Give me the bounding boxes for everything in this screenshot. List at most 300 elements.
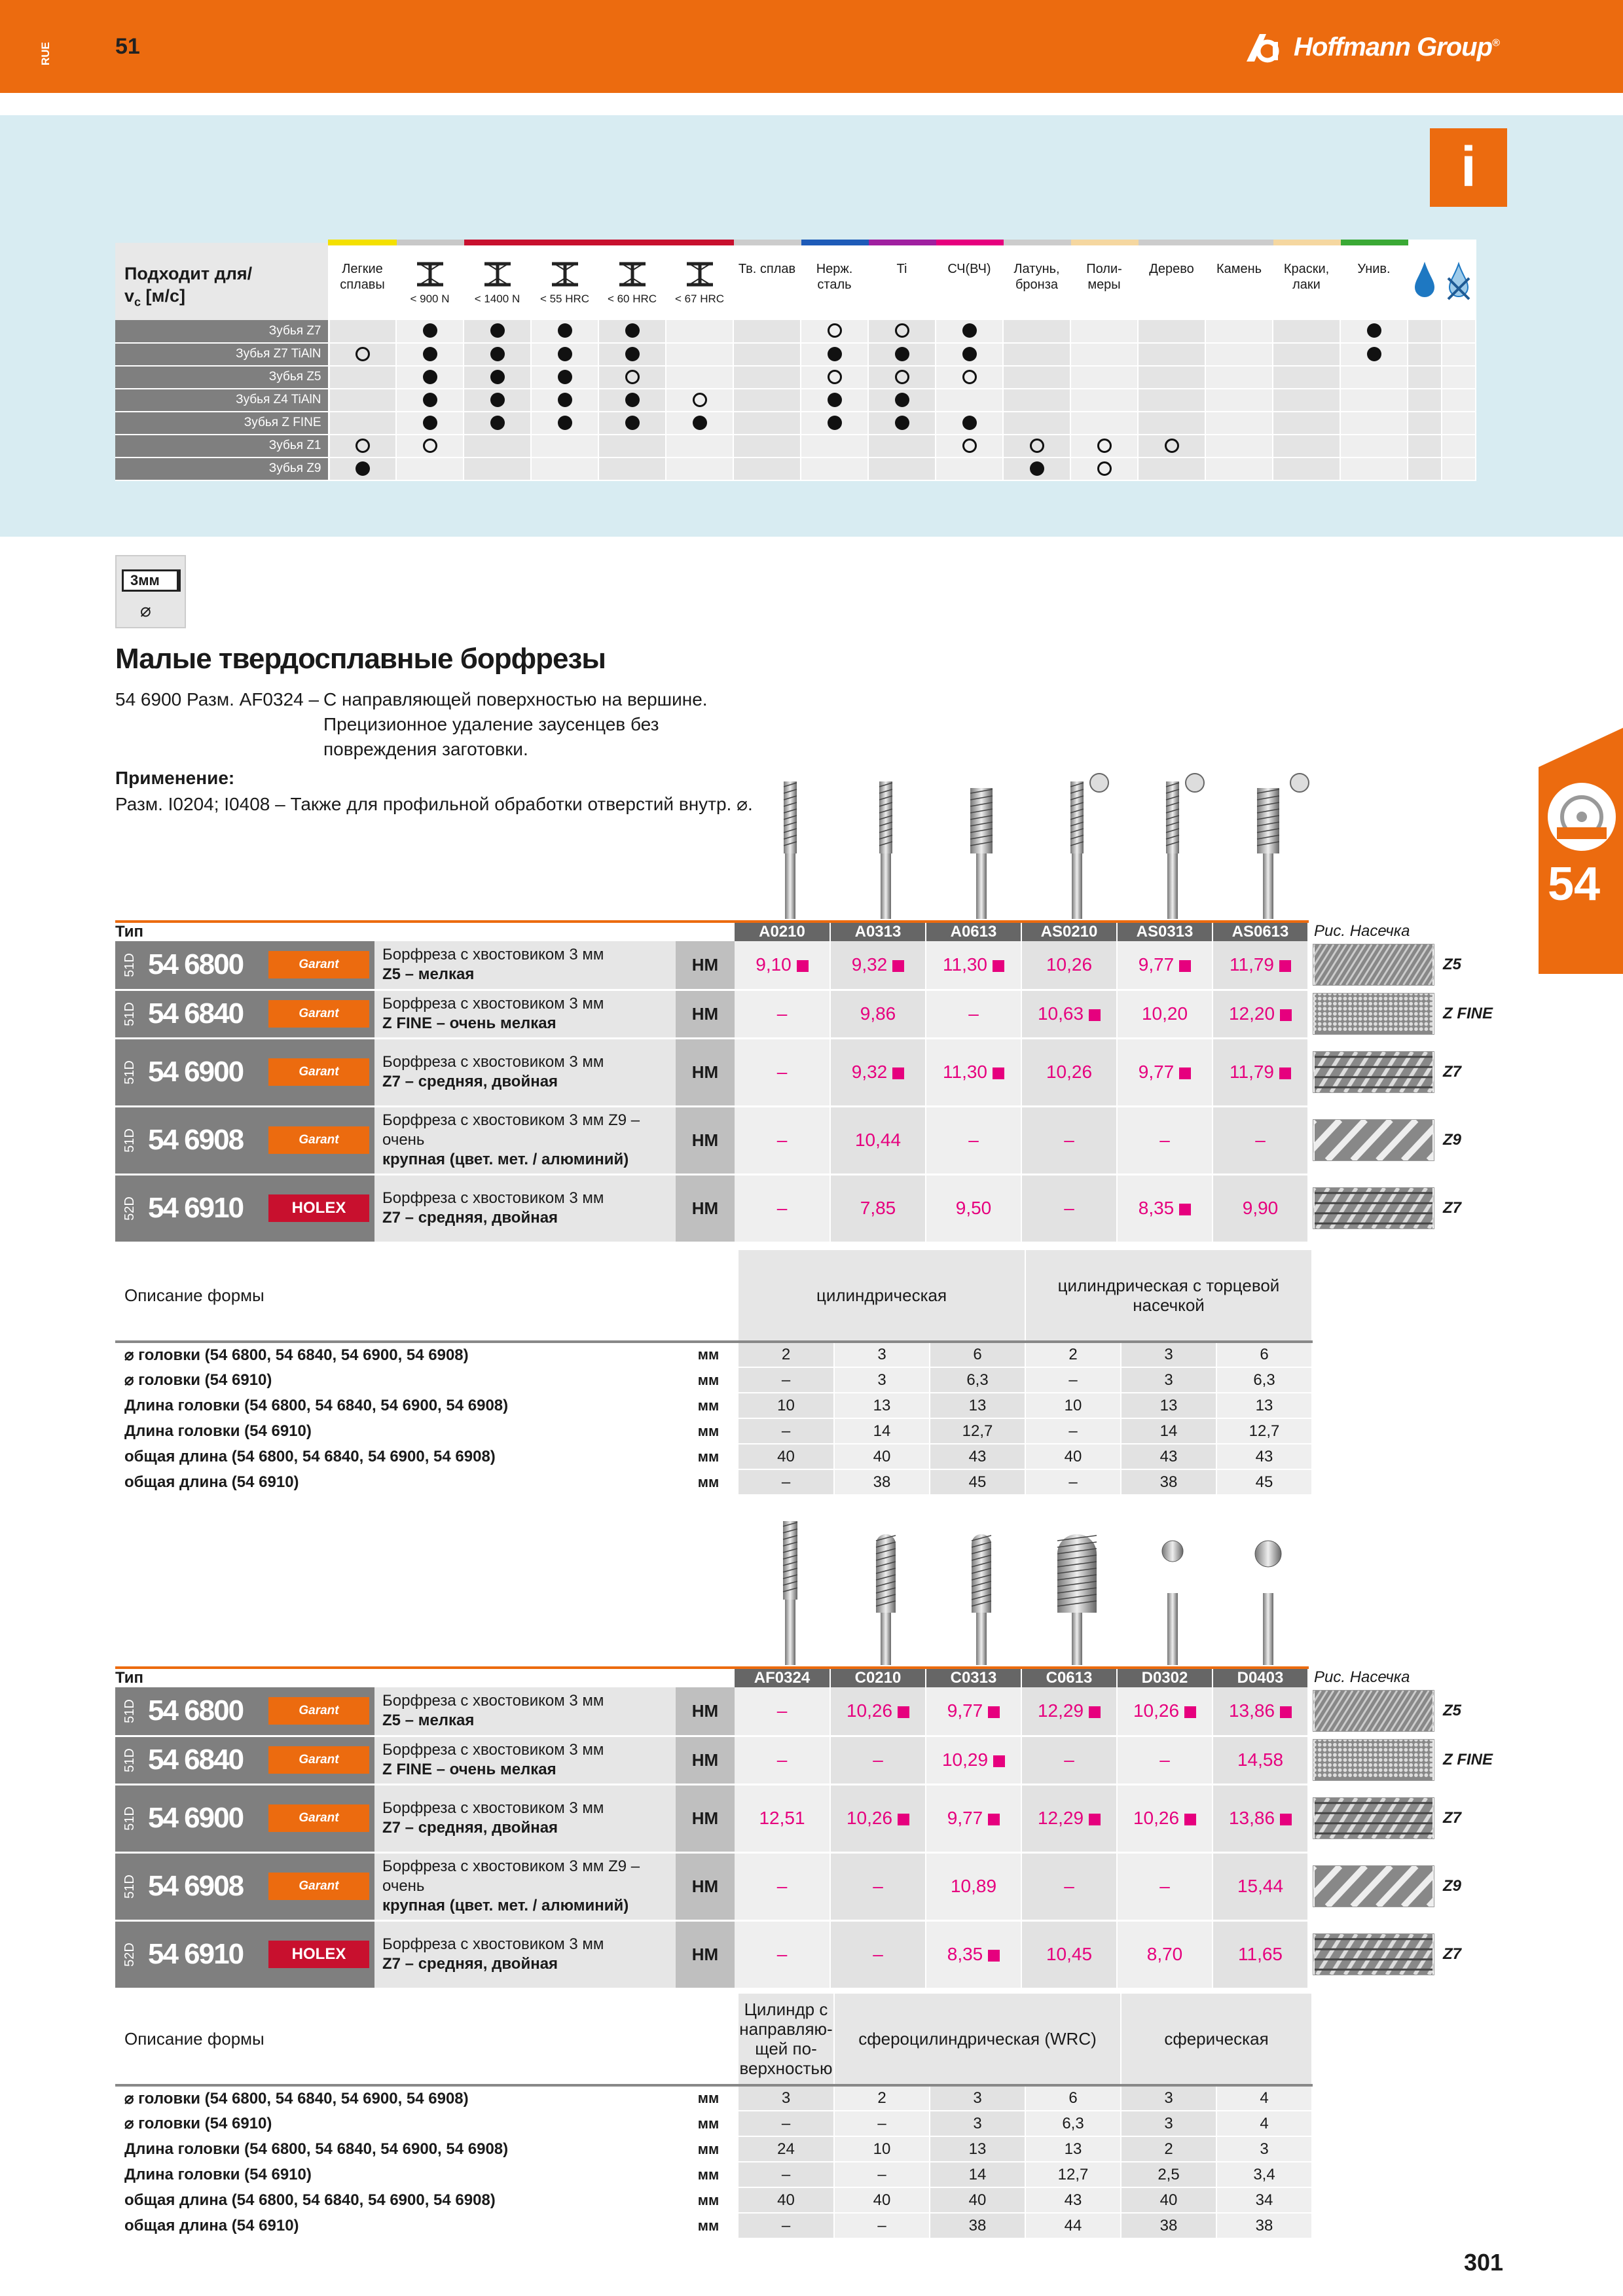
price-cell[interactable] (926, 1736, 1021, 1784)
suitability-cell (598, 366, 666, 389)
spec-value: 13 (834, 1393, 930, 1418)
price-cell[interactable] (1117, 1920, 1213, 1988)
stock-indicator-icon (1089, 1814, 1101, 1825)
price-cell[interactable] (1117, 1038, 1213, 1106)
suitability-cell (936, 435, 1003, 457)
suitability-cell (464, 366, 531, 389)
product-row[interactable] (115, 1852, 1494, 1920)
suitability-cell (868, 457, 936, 480)
price-value: – (1255, 1130, 1266, 1150)
tooth-type-label: Зубья Z4 TiAlN (115, 389, 329, 412)
tooth-row (115, 412, 1476, 435)
spec-value: 2 (834, 2085, 930, 2111)
spec-row (115, 1418, 1312, 1444)
stock-indicator-icon (1179, 1067, 1191, 1079)
brand-logo-cell (263, 990, 374, 1038)
price-cell[interactable] (1021, 1852, 1117, 1920)
price-cell[interactable] (1213, 1736, 1308, 1784)
description-line: Z7 – средняя, двойная (382, 1209, 558, 1227)
price-value: 10,26 (1046, 1062, 1093, 1082)
info-icon: i (1430, 128, 1507, 207)
suitability-cell (1408, 457, 1442, 480)
price-cell[interactable] (1213, 1687, 1308, 1736)
spec-value: 45 (930, 1469, 1025, 1495)
spec-row (115, 2187, 1312, 2213)
section-code (115, 1038, 144, 1106)
price-cell[interactable] (1213, 1174, 1308, 1242)
price-value: 9,77 (1138, 954, 1175, 975)
spec-value: 3 (739, 2085, 834, 2111)
suitable-full-icon (423, 323, 437, 338)
price-cell[interactable] (926, 990, 1021, 1038)
price-cell[interactable] (1021, 1038, 1117, 1106)
price-cell[interactable] (926, 941, 1021, 990)
spec-value: 43 (1121, 1444, 1216, 1469)
diameter-tag (115, 555, 186, 628)
tooth-texture-image (1313, 1933, 1434, 1975)
burr-tool-image (1222, 1515, 1317, 1665)
suitability-cell (733, 389, 801, 412)
price-value: 8,35 (947, 1944, 983, 1964)
price-cell[interactable] (735, 1174, 830, 1242)
suitability-cell (1070, 412, 1138, 435)
price-cell[interactable] (735, 1852, 830, 1920)
price-value: – (776, 1198, 788, 1218)
spec-value: 12,7 (1025, 2162, 1121, 2187)
suitability-cell (1003, 320, 1070, 343)
steel-beam-icon (413, 261, 447, 287)
texture-image-cell (1308, 1106, 1439, 1174)
product-row[interactable] (115, 1038, 1494, 1106)
description-line: Борфреза с хвостовиком 3 мм (382, 1692, 604, 1710)
product-row[interactable] (115, 1784, 1494, 1852)
suitability-cell (733, 320, 801, 343)
price-cell[interactable] (1021, 1106, 1117, 1174)
material-column-header (1408, 243, 1442, 320)
price-cell[interactable] (926, 1687, 1021, 1736)
product-number[interactable]: 54 6910 (144, 1174, 263, 1242)
price-cell[interactable] (926, 1174, 1021, 1242)
price-cell[interactable] (830, 1920, 926, 1988)
section-code (115, 1174, 144, 1242)
spec-value: 6 (1025, 2085, 1121, 2111)
product-description (374, 941, 676, 990)
size-code-header: C0210 (830, 1668, 926, 1687)
stock-indicator-icon (1089, 1706, 1101, 1718)
product-row[interactable] (115, 1736, 1494, 1784)
texture-header: Рис. Насечка (1314, 1668, 1410, 1686)
price-value: 14,58 (1237, 1749, 1284, 1770)
spec-value: 40 (1025, 1444, 1121, 1469)
steel-beam-icon (615, 261, 649, 287)
price-cell[interactable] (735, 1038, 830, 1106)
stock-indicator-icon (1279, 1067, 1291, 1079)
spec-value: 40 (739, 2187, 834, 2213)
suitability-cell (666, 412, 733, 435)
price-cell[interactable] (1021, 941, 1117, 990)
suitability-cell (868, 366, 936, 389)
price-cell[interactable] (1021, 1736, 1117, 1784)
section-code-text: 51D (122, 1874, 137, 1899)
brand-logo-cell (263, 1852, 374, 1920)
spec-value: 24 (739, 2136, 834, 2162)
price-cell[interactable] (830, 990, 926, 1038)
spec-row (115, 1342, 1312, 1367)
tooth-texture-image (1313, 944, 1434, 986)
material-code: HM (676, 990, 735, 1038)
size-code-header: AS0210 (1021, 922, 1117, 941)
price-cell[interactable] (1213, 1784, 1308, 1852)
price-value: 10,26 (846, 1808, 893, 1828)
description-line: крупная (цвет. мет. / алюминий) (382, 1897, 629, 1914)
texture-image-cell (1308, 1784, 1439, 1852)
suitability-cell (733, 412, 801, 435)
price-value: 9,32 (851, 954, 888, 975)
tool-images-1 (744, 768, 1320, 919)
product-number[interactable]: 54 6908 (144, 1106, 263, 1174)
spec-value: – (739, 2162, 834, 2187)
suitability-cell (464, 389, 531, 412)
price-cell[interactable] (735, 1784, 830, 1852)
size-code-header: AS0313 (1117, 922, 1213, 941)
product-description (374, 1784, 676, 1852)
suitability-cell (464, 320, 531, 343)
spec-value: 13 (1025, 2136, 1121, 2162)
suitability-cell (1340, 457, 1408, 480)
suitable-full-icon (423, 416, 437, 430)
suitability-cell (1070, 389, 1138, 412)
stock-indicator-icon (993, 1067, 1004, 1079)
price-cell[interactable] (1117, 1784, 1213, 1852)
material-limit: < 67 HRC (674, 293, 725, 305)
material-label: СЧ(ВЧ) (947, 262, 991, 276)
price-cell[interactable] (1117, 1852, 1213, 1920)
texture-image-cell (1308, 1038, 1439, 1106)
product-number[interactable]: 54 6800 (144, 1687, 263, 1736)
spec-value: 3 (1216, 2136, 1312, 2162)
garant-logo: Garant (268, 1000, 369, 1028)
material-label: Легкие сплавы (340, 262, 385, 292)
suitability-cell (936, 343, 1003, 366)
description-line: Борфреза с хвостовиком 3 мм Z9 – очень (382, 1857, 640, 1895)
suitability-cell (1070, 435, 1138, 457)
price-cell[interactable] (926, 1784, 1021, 1852)
price-cell[interactable] (926, 1038, 1021, 1106)
price-cell[interactable] (830, 1038, 926, 1106)
intro-line-2: Прецизионное удаление заусенцев без (323, 714, 659, 734)
material-code: HM (676, 1784, 735, 1852)
price-cell[interactable] (1117, 990, 1213, 1038)
product-row[interactable] (115, 990, 1494, 1038)
burr-tool-image (1030, 768, 1126, 919)
suitability-cell (598, 320, 666, 343)
price-cell[interactable] (830, 1687, 926, 1736)
spec-value: 34 (1216, 2187, 1312, 2213)
price-value: 10,63 (1037, 1003, 1084, 1024)
suitability-cell (396, 389, 464, 412)
suitability-cell (1138, 366, 1205, 389)
steel-beam-icon (481, 261, 515, 287)
material-column-header (936, 243, 1003, 320)
burr-tool-image (839, 768, 935, 919)
price-cell[interactable] (926, 1106, 1021, 1174)
suitability-cell (733, 343, 801, 366)
tooth-type-label: Зубья Z5 (115, 366, 329, 389)
tooth-texture-image (1313, 1739, 1434, 1781)
spec-value: 3 (1121, 1342, 1216, 1367)
spec-value: 2 (1121, 2136, 1216, 2162)
tooth-type-label: Зубья Z7 (115, 320, 329, 343)
material-label: Тв. сплав (738, 262, 796, 276)
spec-row (115, 1469, 1312, 1495)
product-row[interactable] (115, 1106, 1494, 1174)
price-cell[interactable] (1021, 1784, 1117, 1852)
spec-label: общая длина (54 6910) (115, 2213, 678, 2238)
suitable-partial-icon (828, 323, 842, 338)
price-cell[interactable] (1021, 1174, 1117, 1242)
product-number[interactable]: 54 6840 (144, 990, 263, 1038)
suitable-partial-icon (1097, 439, 1112, 453)
shape-group: Цилиндр с направляю- щей по- верхностью (739, 1994, 834, 2085)
price-value: 9,32 (851, 1062, 888, 1082)
suitability-cell (1138, 343, 1205, 366)
shape-description-label: Описание формы (115, 1250, 678, 1342)
type-header: Тип (115, 922, 735, 941)
suitability-cell (531, 320, 598, 343)
product-number[interactable]: 54 6840 (144, 1736, 263, 1784)
size-code-header: C0313 (926, 1668, 1021, 1687)
suitability-cell (1408, 366, 1442, 389)
suitability-cell (531, 435, 598, 457)
suitability-cell (936, 412, 1003, 435)
suitability-cell (531, 343, 598, 366)
description-line: Борфреза с хвостовиком 3 мм (382, 1741, 604, 1759)
product-number[interactable]: 54 6900 (144, 1784, 263, 1852)
price-cell[interactable] (1117, 941, 1213, 990)
burr-tool-image (1126, 768, 1222, 919)
brand-name: Hoffmann Group® (1294, 33, 1499, 62)
spec-label: Длина головки (54 6800, 54 6840, 54 6900, 54 6908) (115, 1393, 678, 1418)
suitability-cell (733, 435, 801, 457)
drop-icon (1412, 261, 1438, 300)
suitability-cell (329, 343, 396, 366)
price-cell[interactable] (830, 1852, 926, 1920)
suitability-cell (1442, 343, 1476, 366)
shape-group: цилиндрическая с торцевой насечкой (1025, 1250, 1312, 1342)
corner-text: v (124, 285, 135, 306)
section-code-text: 51D (122, 1001, 137, 1026)
price-cell[interactable] (830, 941, 926, 990)
product-table-1 (115, 920, 1494, 1244)
section-code (115, 1784, 144, 1852)
product-row[interactable] (115, 941, 1494, 990)
hoffmann-logo-icon (1244, 29, 1292, 65)
product-row[interactable] (115, 1174, 1494, 1242)
spec-value: 2 (1025, 1342, 1121, 1367)
spec-value: 3 (930, 2111, 1025, 2136)
suitable-full-icon (558, 370, 572, 384)
price-cell[interactable] (1117, 1106, 1213, 1174)
product-number[interactable]: 54 6800 (144, 941, 263, 990)
tooth-row (115, 389, 1476, 412)
material-column-header (1442, 243, 1476, 320)
product-row[interactable] (115, 1687, 1494, 1736)
price-cell[interactable] (735, 1106, 830, 1174)
suitability-cell (464, 435, 531, 457)
price-value: – (1064, 1198, 1074, 1218)
price-cell[interactable] (1117, 1687, 1213, 1736)
spec-value: 40 (930, 2187, 1025, 2213)
product-row[interactable] (115, 1920, 1494, 1988)
spec-value: 12,7 (930, 1418, 1025, 1444)
spec-value: – (739, 2111, 834, 2136)
suitability-cell (1408, 389, 1442, 412)
price-cell[interactable] (735, 1687, 830, 1736)
stock-indicator-icon (1179, 1204, 1191, 1215)
material-column-header (1340, 243, 1408, 320)
price-value: 13,86 (1228, 1700, 1275, 1721)
description-line: Z7 – средняя, двойная (382, 1819, 558, 1837)
price-cell[interactable] (926, 1852, 1021, 1920)
price-cell[interactable] (1021, 1687, 1117, 1736)
price-cell[interactable] (1021, 1920, 1117, 1988)
price-cell[interactable] (830, 1106, 926, 1174)
spec-table-1 (115, 1250, 1313, 1496)
stock-indicator-icon (898, 1706, 909, 1718)
price-cell[interactable] (735, 1920, 830, 1988)
price-cell[interactable] (1213, 1038, 1308, 1106)
suitability-cell (396, 366, 464, 389)
spec-value: 38 (1216, 2213, 1312, 2238)
product-number[interactable]: 54 6910 (144, 1920, 263, 1988)
suitability-cell (733, 366, 801, 389)
tooth-type-label: Z FINE (1439, 990, 1494, 1038)
tooth-row (115, 343, 1476, 366)
price-cell[interactable] (1213, 990, 1308, 1038)
tooth-texture-image (1313, 1051, 1434, 1093)
price-cell[interactable] (830, 1736, 926, 1784)
price-cell[interactable] (735, 1736, 830, 1784)
suitability-cell (1273, 412, 1340, 435)
burr-tool-image (935, 1515, 1030, 1665)
material-label: Камень (1216, 262, 1262, 276)
suitability-cell (801, 389, 868, 412)
spec-value: 13 (1216, 1393, 1312, 1418)
spec-value: 44 (1025, 2213, 1121, 2238)
suitability-cell (1070, 343, 1138, 366)
price-cell[interactable] (1213, 1852, 1308, 1920)
product-number[interactable]: 54 6908 (144, 1852, 263, 1920)
garant-logo: Garant (268, 1697, 369, 1725)
material-label: Ti (896, 262, 907, 276)
suitability-cell (1273, 320, 1340, 343)
price-cell[interactable] (1213, 1106, 1308, 1174)
suitability-cell (801, 343, 868, 366)
tooth-type-label: Z7 (1439, 1920, 1494, 1988)
spec-value: 14 (834, 1418, 930, 1444)
spec-value: 38 (834, 1469, 930, 1495)
spec-row (115, 1444, 1312, 1469)
price-cell[interactable] (735, 990, 830, 1038)
suitability-cell (396, 412, 464, 435)
price-cell[interactable] (830, 1784, 926, 1852)
material-code: HM (676, 1174, 735, 1242)
spec-value: 6 (1216, 1342, 1312, 1367)
description-line: Борфреза с хвостовиком 3 мм (382, 1935, 604, 1953)
tooth-type-label: Z7 (1439, 1038, 1494, 1106)
price-value: 12,20 (1228, 1003, 1275, 1024)
description-line: Z7 – средняя, двойная (382, 1073, 558, 1090)
suitability-cell (464, 412, 531, 435)
product-number[interactable]: 54 6900 (144, 1038, 263, 1106)
stock-indicator-icon (1179, 960, 1191, 972)
price-value: – (1159, 1130, 1170, 1150)
material-label: Латунь, бронза (1013, 262, 1060, 292)
price-cell[interactable] (926, 1920, 1021, 1988)
price-value: 10,29 (941, 1749, 989, 1770)
suitability-cell (1003, 366, 1070, 389)
spec-unit: мм (678, 2085, 739, 2111)
price-cell[interactable] (1213, 1920, 1308, 1988)
spec-value: 3 (1121, 2085, 1216, 2111)
material-code: HM (676, 1736, 735, 1784)
price-value: 9,90 (1242, 1198, 1279, 1218)
suitability-cell (396, 457, 464, 480)
cutting-disc-icon (1548, 783, 1616, 851)
suitability-cell (801, 366, 868, 389)
description-line: Z5 – мелкая (382, 965, 475, 984)
suitable-partial-icon (1097, 461, 1112, 476)
spec-value: 6 (930, 1342, 1025, 1367)
suitable-partial-icon (895, 323, 909, 338)
section-code-text: 51D (122, 1698, 137, 1723)
section-code-text: 52D (122, 1196, 137, 1221)
spec-value: 10 (834, 2136, 930, 2162)
section-code-text: 51D (122, 1748, 137, 1772)
suitability-cell (868, 343, 936, 366)
suitability-cell (868, 412, 936, 435)
price-cell[interactable] (735, 941, 830, 990)
price-value: – (776, 1700, 788, 1721)
description-line: Z FINE – очень мелкая (382, 1014, 556, 1032)
suitability-cell (1205, 366, 1273, 389)
suitable-full-icon (895, 393, 909, 407)
description-line: Борфреза с хвостовиком 3 мм (382, 995, 604, 1013)
price-value: 9,10 (756, 954, 792, 975)
tooth-type-label: Z5 (1439, 1687, 1494, 1736)
price-cell[interactable] (1021, 990, 1117, 1038)
price-cell[interactable] (830, 1174, 926, 1242)
brand-logo-cell (263, 1784, 374, 1852)
brand-logo (1244, 29, 1519, 68)
suitable-full-icon (962, 347, 977, 361)
product-description (374, 1174, 676, 1242)
suitable-full-icon (625, 393, 640, 407)
material-table-corner (115, 243, 329, 320)
spec-value: 40 (834, 2187, 930, 2213)
price-value: – (1159, 1749, 1170, 1770)
suitability-cell (396, 343, 464, 366)
tooth-type-label: Зубья Z7 TiAlN (115, 343, 329, 366)
brand-logo-cell (263, 1920, 374, 1988)
price-cell[interactable] (1117, 1174, 1213, 1242)
product-description (374, 1852, 676, 1920)
product-description (374, 1920, 676, 1988)
tooth-row (115, 457, 1476, 480)
suitability-cell (1205, 320, 1273, 343)
price-cell[interactable] (1117, 1736, 1213, 1784)
price-cell[interactable] (1213, 941, 1308, 990)
